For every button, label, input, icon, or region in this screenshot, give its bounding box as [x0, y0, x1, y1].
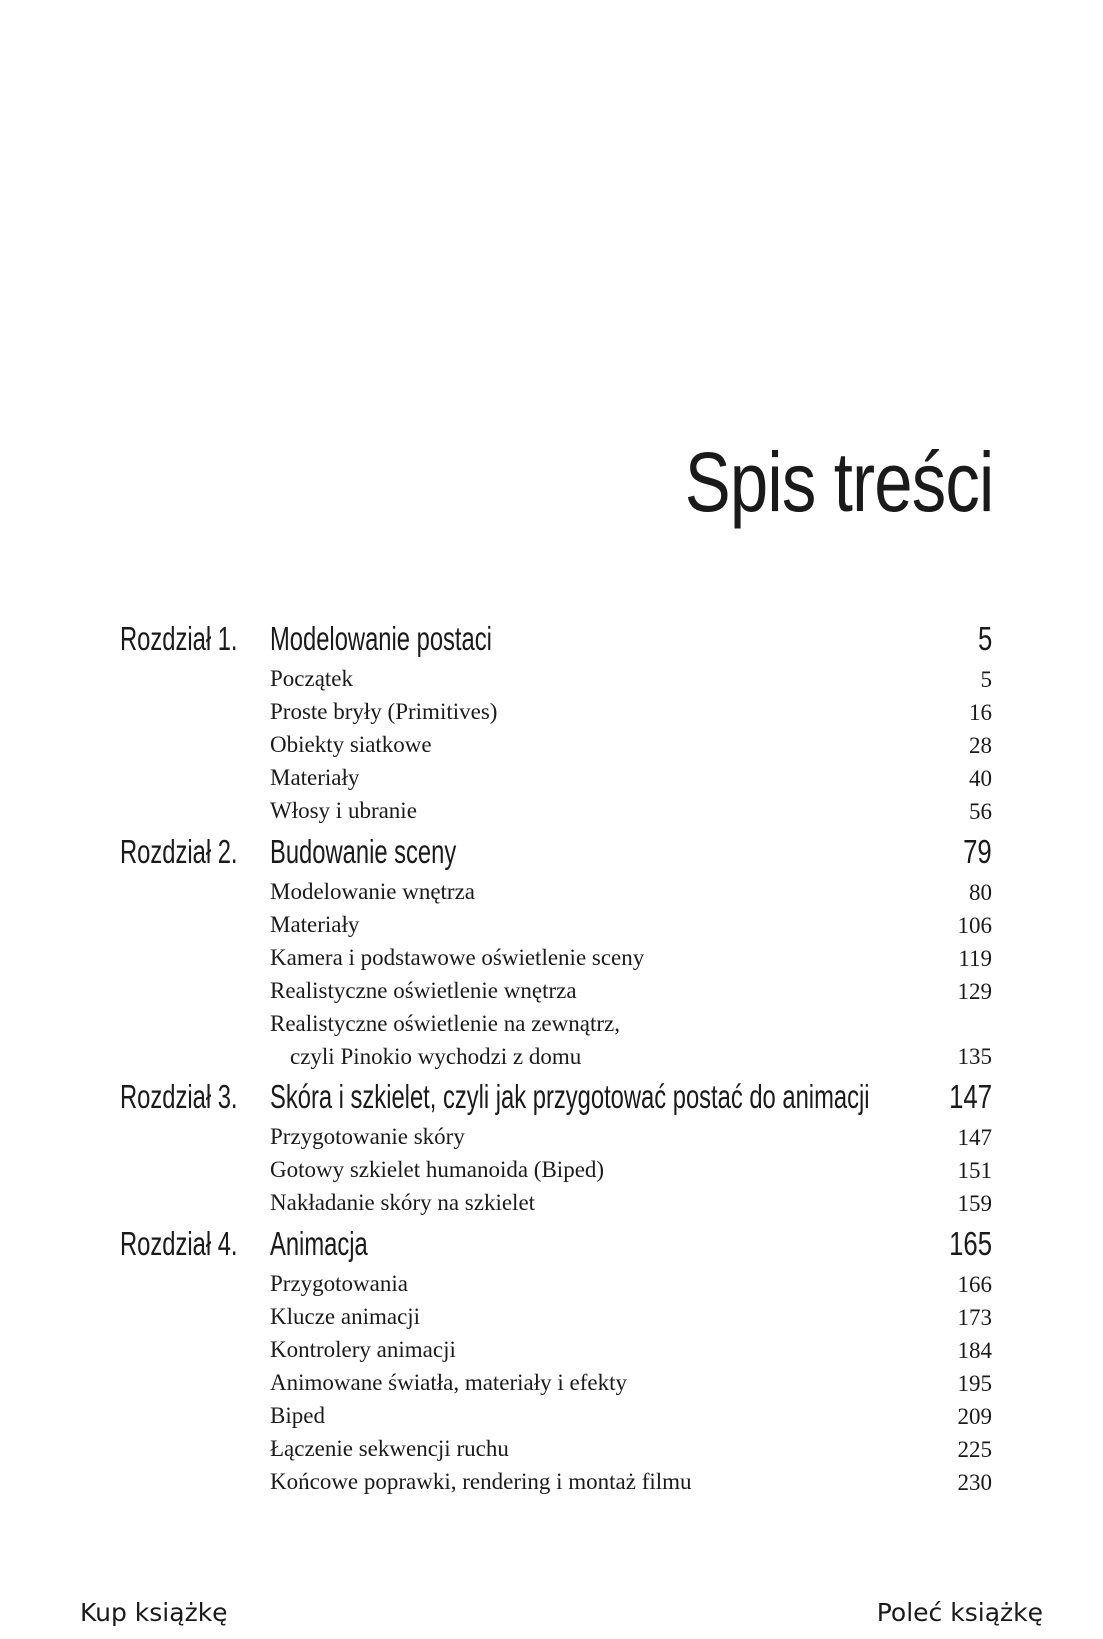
section-title [270, 795, 992, 828]
section-title-text: Łączenie sekwencji ruchu [270, 1436, 509, 1461]
section-title [270, 1187, 992, 1220]
section-title-text: Przygotowanie skóry [270, 1124, 465, 1149]
section-entry[interactable] [120, 975, 992, 1008]
section-page-number: 173 [957, 1304, 992, 1330]
page-title: Spis treści [684, 435, 993, 529]
section-title-text: Biped [270, 1403, 325, 1428]
chapter-heading[interactable] [120, 615, 992, 663]
section-entry[interactable] [120, 909, 992, 942]
section-entry[interactable] [120, 795, 992, 828]
section-title-text: Animowane światła, materiały i efekty [270, 1370, 628, 1395]
chapter-label: Rozdział 3. [120, 1078, 238, 1115]
section-title-text: Proste bryły (Primitives) [270, 699, 498, 724]
chapter-label: Rozdział 1. [120, 620, 238, 657]
chapter-page-number: 147 [949, 1078, 992, 1115]
section-title-text: Kamera i podstawowe oświetlenie sceny [270, 945, 645, 970]
section-title-text: Włosy i ubranie [270, 798, 417, 823]
section-title-text: Końcowe poprawki, rendering i montaż filmu [270, 1469, 692, 1494]
section-page-number: 119 [958, 945, 992, 971]
section-entry[interactable] [120, 1400, 992, 1433]
section-title [270, 1367, 992, 1400]
section-entry[interactable] [120, 1466, 992, 1499]
section-title [270, 1466, 992, 1499]
section-title [270, 942, 992, 975]
chapter-title: Budowanie sceny [270, 833, 457, 870]
section-title [270, 1268, 992, 1301]
section-title-text: Nakładanie skóry na szkielet [270, 1190, 536, 1215]
section-title [270, 1334, 992, 1367]
section-title [270, 1121, 992, 1154]
section-title-text: Gotowy szkielet humanoida (Biped) [270, 1157, 605, 1182]
section-entry[interactable] [120, 762, 992, 795]
section-entry[interactable] [120, 876, 992, 909]
section-title [270, 909, 992, 942]
chapter [120, 615, 992, 828]
section-entry[interactable] [120, 1367, 992, 1400]
chapter-page-number: 165 [949, 1225, 992, 1262]
section-page-number: 40 [969, 765, 992, 791]
section-list [120, 663, 992, 828]
section-title [270, 729, 992, 762]
chapter-page-number: 79 [963, 833, 992, 870]
section-title [270, 876, 992, 909]
section-title-continuation: czyli Pinokio wychodzi z domu [290, 1043, 582, 1069]
table-of-contents [120, 615, 992, 1499]
section-title-text: Obiekty siatkowe [270, 732, 432, 757]
chapter-label: Rozdział 2. [120, 833, 238, 870]
section-title [270, 1433, 992, 1466]
section-title-text: Realistyczne oświetlenie wnętrza [270, 978, 577, 1003]
buy-book-link[interactable]: Kup książkę [80, 1598, 228, 1627]
section-title-text: Materiały [270, 912, 360, 937]
section-title [270, 762, 992, 795]
section-title [270, 663, 992, 696]
section-page-number: 159 [957, 1190, 992, 1216]
chapter-heading[interactable] [120, 1073, 992, 1121]
section-title-text: Modelowanie wnętrza [270, 879, 476, 904]
section-entry[interactable] [120, 1433, 992, 1466]
section-page-number: 195 [957, 1370, 992, 1396]
section-title-text: Klucze animacji [270, 1304, 421, 1329]
section-entry[interactable] [120, 1121, 992, 1154]
section-entry[interactable] [120, 1268, 992, 1301]
section-list [120, 1121, 992, 1220]
section-page-number: 56 [969, 798, 992, 824]
section-page-number: 166 [957, 1271, 992, 1297]
section-title-text: Materiały [270, 765, 360, 790]
recommend-book-link[interactable]: Poleć książkę [876, 1598, 1043, 1627]
section-entry[interactable] [120, 1187, 992, 1220]
chapter-heading[interactable] [120, 1220, 992, 1268]
section-entry[interactable] [120, 942, 992, 975]
section-page-number: 209 [957, 1403, 992, 1429]
chapter-page-number: 5 [977, 620, 992, 657]
chapter [120, 828, 992, 1073]
section-entry[interactable] [120, 1301, 992, 1334]
section-entry[interactable] [120, 696, 992, 729]
section-title [270, 1154, 992, 1187]
section-title [270, 1301, 992, 1334]
section-entry[interactable] [120, 663, 992, 696]
section-title [270, 975, 992, 1008]
section-title [270, 1400, 992, 1433]
section-page-number: 5 [980, 666, 992, 692]
section-page-number: 80 [969, 879, 992, 905]
section-entry[interactable] [120, 1154, 992, 1187]
chapter-label: Rozdział 4. [120, 1225, 238, 1262]
section-title-text: Kontrolery animacji [270, 1337, 456, 1362]
chapter [120, 1220, 992, 1499]
section-title-text: Realistyczne oświetlenie na zewnątrz, [270, 1011, 620, 1036]
section-title [270, 1008, 992, 1073]
section-title [270, 696, 992, 729]
section-page-number: 184 [957, 1337, 992, 1363]
section-entry[interactable] [120, 729, 992, 762]
section-page-number: 135 [957, 1043, 992, 1069]
section-entry[interactable] [120, 1334, 992, 1367]
section-page-number: 225 [957, 1436, 992, 1462]
section-page-number: 28 [969, 732, 992, 758]
section-page-number: 151 [957, 1157, 992, 1183]
chapter-title: Animacja [270, 1225, 368, 1262]
section-title-text: Przygotowania [270, 1271, 408, 1296]
section-page-number: 147 [957, 1124, 992, 1150]
section-entry[interactable] [120, 1008, 992, 1073]
section-list [120, 1268, 992, 1499]
section-page-number: 129 [957, 978, 992, 1004]
section-list [120, 876, 992, 1073]
section-page-number: 230 [957, 1469, 992, 1495]
section-title-text: Początek [270, 666, 354, 691]
section-page-number: 16 [969, 699, 992, 725]
chapter-title: Modelowanie postaci [270, 620, 492, 657]
chapter-title: Skóra i szkielet, czyli jak przygotować postać do animacji [270, 1078, 870, 1115]
chapter-heading[interactable] [120, 828, 992, 876]
chapter [120, 1073, 992, 1220]
section-page-number: 106 [957, 912, 992, 938]
